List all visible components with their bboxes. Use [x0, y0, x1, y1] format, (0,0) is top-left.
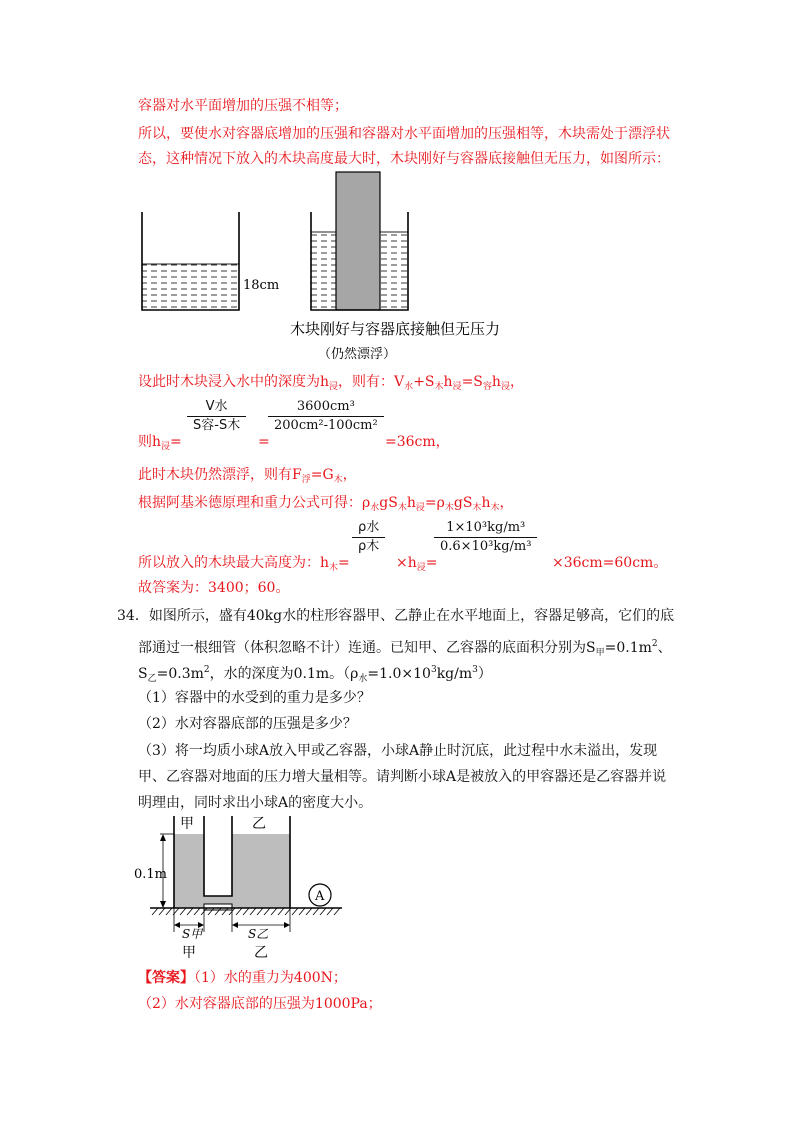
height-label: 0.1m — [134, 867, 168, 882]
question-3-line-1: （3）将一均质小球A放入甲或乙容器，小球A静止时沉底，此过程中水未溢出，发现 — [138, 743, 658, 759]
hatch-mark — [159, 908, 165, 915]
answer34-line-1: 【答案】（1）水的重力为400N； — [138, 970, 347, 986]
hatch-mark — [243, 908, 249, 915]
hatch-mark — [334, 908, 340, 915]
left-water — [142, 264, 239, 310]
answer-tag: 【答案】 — [138, 970, 194, 986]
s-jia-label: S甲 — [182, 927, 203, 941]
problem34-line-2: 部通过一根细管（体积忽略不计）连通。已知甲、乙容器的底面积分别为$S_甲=0.1m^2$、 — [138, 639, 672, 658]
question-3-line-2: 甲、乙容器对地面的压力增大量相等。请判断小球A是被放入的甲容器还是乙容器并说 — [138, 769, 667, 785]
figure1-caption-sub: （仍然漂浮） — [318, 347, 397, 362]
right-water-right — [380, 232, 408, 310]
hatch-mark — [299, 908, 305, 915]
figure-wood-block — [130, 166, 550, 366]
figure1-caption: 木块刚好与容器底接触但无压力 — [290, 320, 501, 338]
fraction-density: ρ水 ρ木 — [352, 519, 385, 556]
fraction-volume-area: V水 S容-S木 — [187, 398, 246, 435]
depth-result-line: 则$h_浸=$ — [138, 434, 182, 452]
fraction-density-values: $\frac{\text{1×10³kg/m³}}{\text{0.6×10³kg/m³}}$ — [434, 519, 537, 556]
label-jia-bottom: 甲 — [182, 945, 196, 961]
answer34-line-2: （2）水对容器底部的压强为1000Pa； — [138, 996, 382, 1012]
fraction-numeric: $\frac{\text{3600cm³}}{\text{200cm²-100cm²}}$ — [268, 398, 384, 435]
hatch-mark — [313, 908, 319, 915]
max-height-result: ×36cm=60cm。 — [552, 555, 668, 571]
eq-sign-1: = — [258, 434, 270, 450]
question-1: （1）容器中的水受到的重力是多少？ — [138, 690, 371, 706]
hatch-mark — [320, 908, 326, 915]
s-yi-label: S乙 — [248, 927, 269, 941]
intro-line-1: 容器对水平面增加的压强不相等； — [138, 98, 348, 114]
max-height-times: $\times h_浸=$ — [396, 555, 438, 573]
question-3-line-3: 明理由，同时求出小球A的密度大小。 — [138, 795, 373, 811]
hatch-mark — [327, 908, 333, 915]
answer-line: 故答案为：3400；60。 — [138, 580, 290, 596]
ground-hatch — [152, 908, 340, 915]
label-jia-top: 甲 — [180, 816, 194, 832]
hatch-mark — [194, 908, 200, 915]
hatch-mark — [264, 908, 270, 915]
hatch-mark — [236, 908, 242, 915]
wood-block — [336, 172, 380, 310]
floating-line: 此时木块仍然漂浮，则有$F_浮=G_木$， — [138, 467, 357, 485]
archimedes-line: 根据阿基米德原理和重力公式可得：$\rho_水gS_木h_浸=\rho_木gS_木h_木$， — [138, 495, 514, 513]
hatch-mark — [292, 908, 298, 915]
water-yi — [232, 834, 290, 908]
hatch-mark — [187, 908, 193, 915]
hatch-mark — [152, 908, 158, 915]
intro-line-2: 所以，要使水对容器底增加的压强和容器对水平面增加的压强相等，木块需处于漂浮状 — [138, 126, 670, 142]
question-2: （2）水对容器底部的压强是多少？ — [138, 716, 357, 732]
figure-connected-containers — [130, 808, 360, 968]
hatch-mark — [180, 908, 186, 915]
hatch-mark — [250, 908, 256, 915]
problem34-line-3: $S_乙=0.3m^2$，水的深度为0.1m。$(\rho_水=1.0\times 10^3kg/m^3)$ — [138, 665, 492, 684]
water-jia — [174, 834, 204, 908]
hatch-mark — [166, 908, 172, 915]
right-water-left — [311, 232, 336, 310]
connecting-pipe — [204, 904, 232, 910]
max-height-line: 所以放入的木块最大高度为：$h_木=$ — [138, 555, 350, 573]
set-depth-line: 设此时木块浸入水中的深度为$h_浸$，则有：$V_水+S_木h_浸=S_容h_浸$， — [138, 374, 524, 392]
hatch-mark — [278, 908, 284, 915]
depth-result-value: =36cm， — [385, 434, 450, 450]
hatch-mark — [271, 908, 277, 915]
intro-line-3: 态，这种情况下放入的木块高度最大时，木块刚好与容器底接触但无压力，如图所示： — [138, 151, 670, 167]
ball-a-label: A — [315, 889, 325, 904]
hatch-mark — [306, 908, 312, 915]
depth-label: 18cm — [243, 278, 280, 293]
hatch-mark — [257, 908, 263, 915]
label-yi-bottom: 乙 — [254, 945, 268, 961]
label-yi-top: 乙 — [252, 816, 266, 832]
problem34-line-1: 34．如图所示，盛有40kg水的柱形容器甲、乙静止在水平地面上，容器足够高，它们的底 — [117, 608, 675, 624]
